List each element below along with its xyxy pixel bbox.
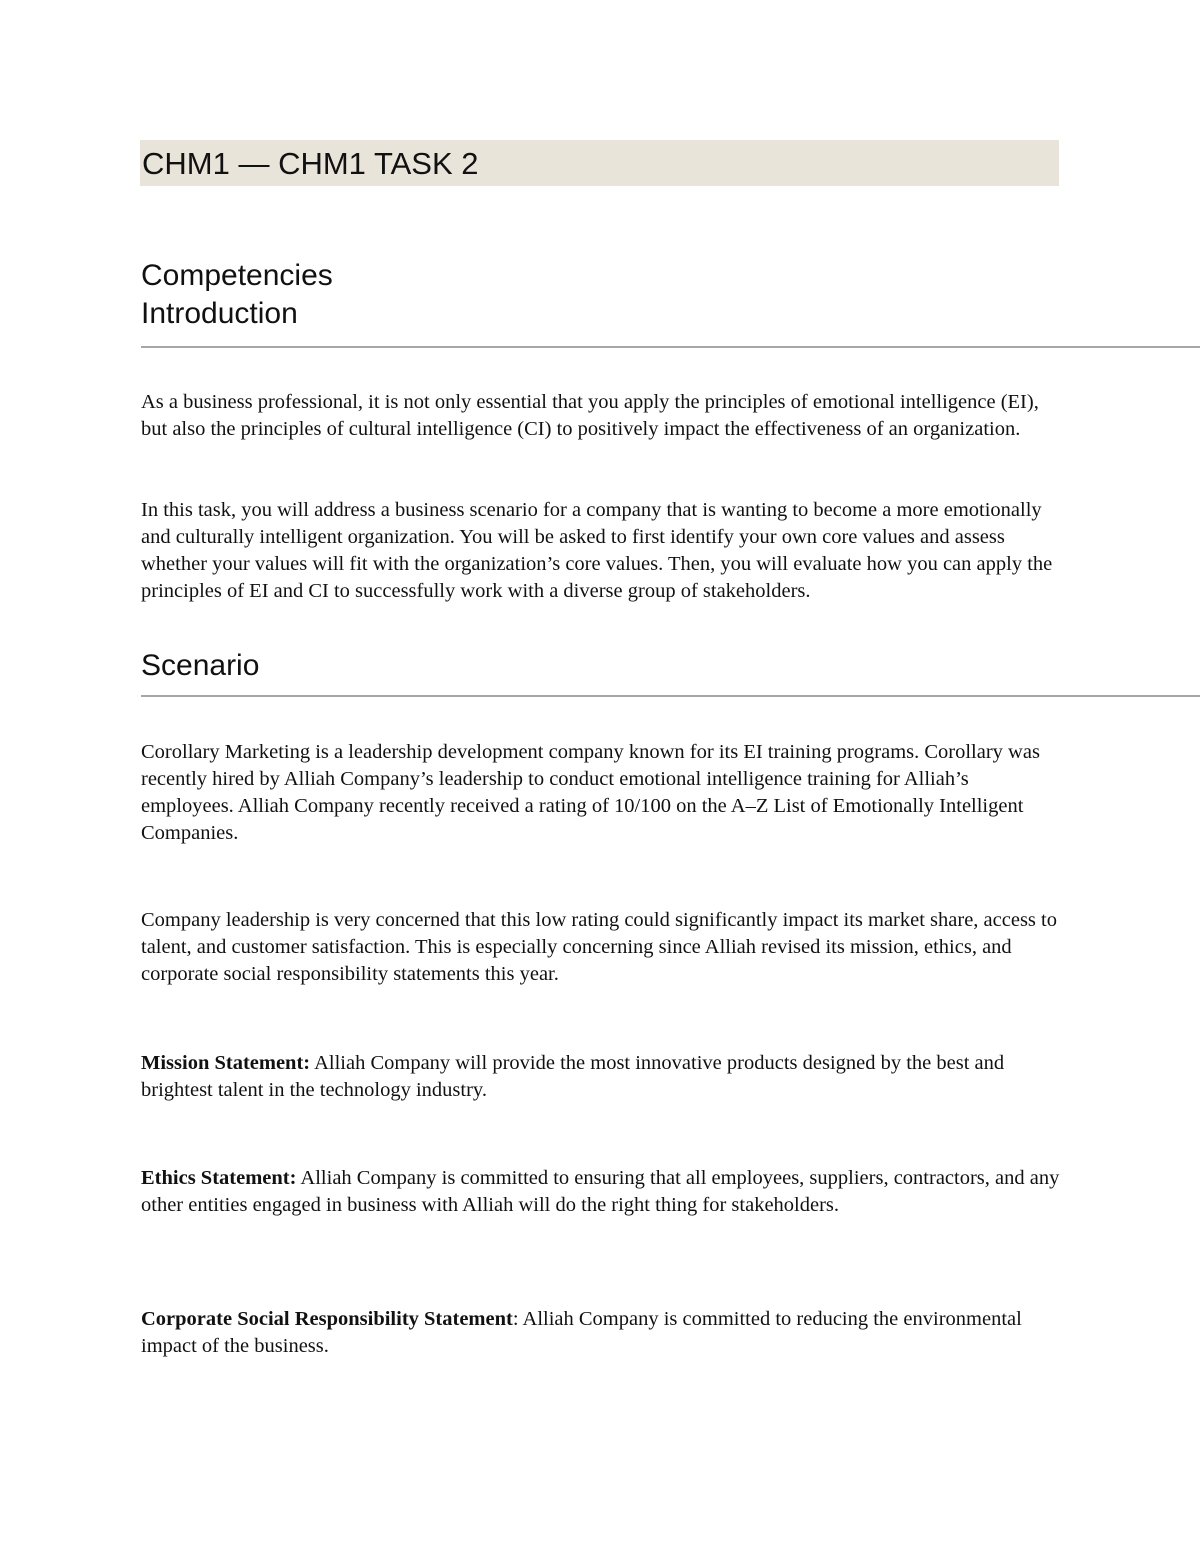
scenario-divider <box>141 695 1200 697</box>
introduction-heading: Introduction <box>141 297 298 330</box>
scenario-paragraph-1: Corollary Marketing is a leadership development company known for its EI training programs. Corollary was recently hired by Alliah Company’s leadership to conduct emotional intelligence training for Alliah’s employees. Alliah Company recently received a rating of 10/100 on the A–Z List of Emotionally Intelligent Companies. <box>141 741 1040 844</box>
intro-paragraph-2: In this task, you will address a business scenario for a company that is wanting to become a more emotionally and culturally intelligent organization. You will be asked to first identify your own core values and assess whether your values will fit with the organization’s core values. Then, you will evaluate how you can apply the principles of EI and CI to successfully work with a diverse group of stakeholders. <box>141 499 1053 602</box>
mission-statement-label: Mission Statement: <box>141 1052 311 1074</box>
mission-statement-text: Alliah Company will provide the most innovative products designed by the best and brightest talent in the technology industry. <box>141 1052 1005 1101</box>
title-bar <box>140 140 1059 186</box>
csr-statement-text: : Alliah Company is committed to reducing the environmental impact of the business. <box>141 1308 1022 1357</box>
competencies-heading: Competencies <box>141 259 333 292</box>
ethics-statement-label: Ethics Statement: <box>141 1167 297 1189</box>
ethics-statement <box>141 1165 1066 1219</box>
intro-paragraph-1: As a business professional, it is not only essential that you apply the principles of emotional intelligence (EI), but also the principles of cultural intelligence (CI) to positively impact the effectiveness of an organization. <box>141 391 1039 440</box>
csr-statement-label: Corporate Social Responsibility Statement <box>141 1308 513 1330</box>
scenario-paragraph-2: Company leadership is very concerned that this low rating could significantly impact its market share, access to talent, and customer satisfaction. This is especially concerning since Alliah revised its mission, ethics, and corporate social responsibility statements this year. <box>141 909 1057 985</box>
page-title: CHM1 — CHM1 TASK 2 <box>142 146 479 181</box>
scenario-heading: Scenario <box>141 649 260 682</box>
mission-statement <box>141 1050 1066 1104</box>
introduction-divider <box>141 346 1200 348</box>
ethics-statement-text: Alliah Company is committed to ensuring that all employees, suppliers, contractors, and any other entities engaged in business with Alliah will do the right thing for stakeholders. <box>141 1167 1060 1216</box>
csr-statement <box>141 1306 1066 1360</box>
